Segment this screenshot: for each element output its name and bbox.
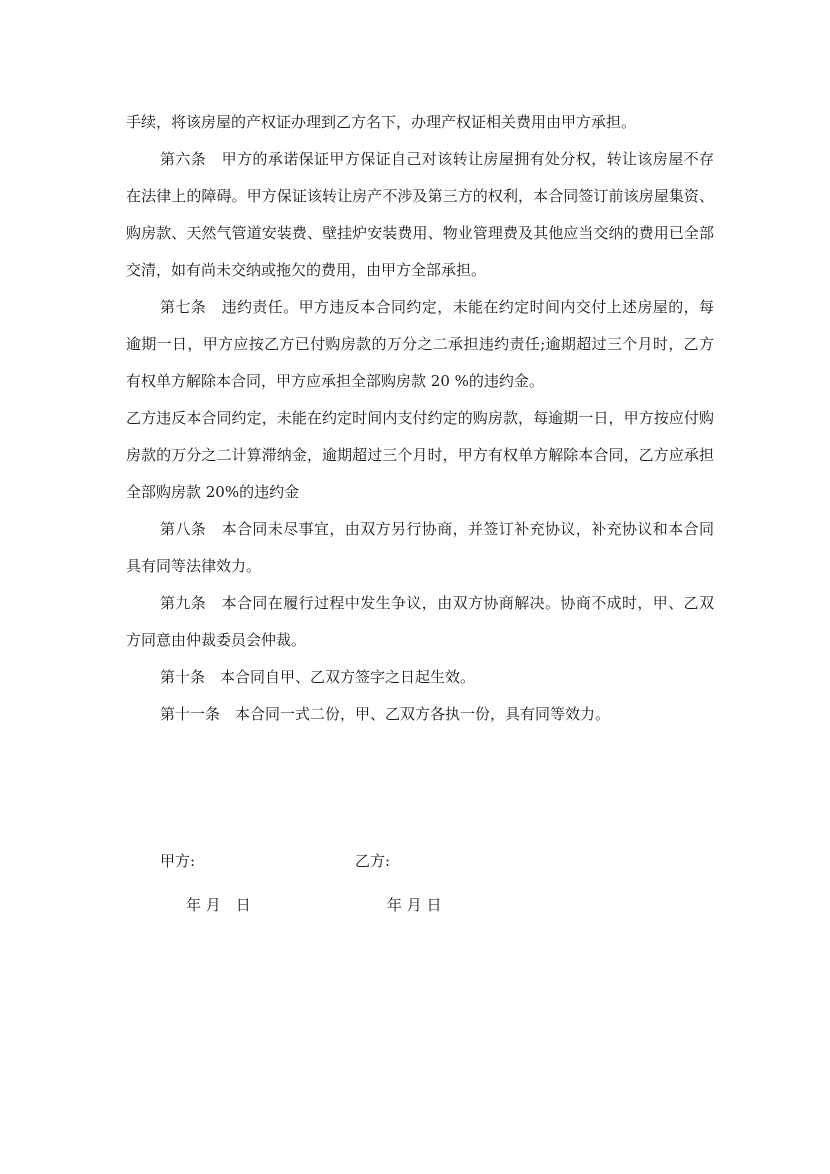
contract-body (126, 104, 714, 733)
paragraph-article-10: 第十条 本合同自甲、乙双方签字之日起生效。 (160, 668, 476, 686)
party-a-signature-label: 甲方: (160, 852, 196, 870)
party-b-date: 年 月 日 (387, 896, 442, 914)
party-a-date: 年 月 日 (186, 896, 251, 914)
paragraph-article-9: 第九条 本合同在履行过程中发生争议，由双方协商解决。协商不成时，甲、乙双方同意由仲裁委员会仲裁。 (126, 594, 714, 649)
paragraph-article-11: 第十一条 本合同一式二份，甲、乙双方各执一份，具有同等效力。 (160, 705, 611, 723)
paragraph-article-6: 第六条 甲方的承诺保证甲方保证自己对该转让房屋拥有处分权，转让该房屋不存在法律上的障碍。甲方保证该转让房产不涉及第三方的权利，本合同签订前该房屋集资、购房款、天然气管道安装费、壁挂炉安装费用、物业管理费及其他应当交纳的费用已全部交清，如有尚未交纳或拖欠的费用，由甲方全部承担。 (126, 150, 714, 279)
paragraph-article-7-continued: 乙方违反本合同约定，未能在约定时间内支付约定的购房款，每逾期一日，甲方按应付购房款的万分之二计算滞纳金，逾期超过三个月时，甲方有权单方解除本合同，乙方应承担全部购房款 20%的违约金 (126, 409, 714, 501)
paragraph-article-7: 第七条 违约责任。甲方违反本合同约定，未能在约定时间内交付上述房屋的，每逾期一日，甲方应按乙方已付购房款的万分之二承担违约责任;逾期超过三个月时，乙方有权单方解除本合同，甲方应承担全部购房款 20 %的违约金。 (126, 298, 714, 390)
party-b-signature-label: 乙方: (355, 852, 391, 870)
paragraph-article-8: 第八条 本合同未尽事宜，由双方另行协商，并签订补充协议，补充协议和本合同具有同等法律效力。 (126, 520, 714, 575)
paragraph-continuation: 手续，将该房屋的产权证办理到乙方名下，办理产权证相关费用由甲方承担。 (126, 113, 637, 131)
